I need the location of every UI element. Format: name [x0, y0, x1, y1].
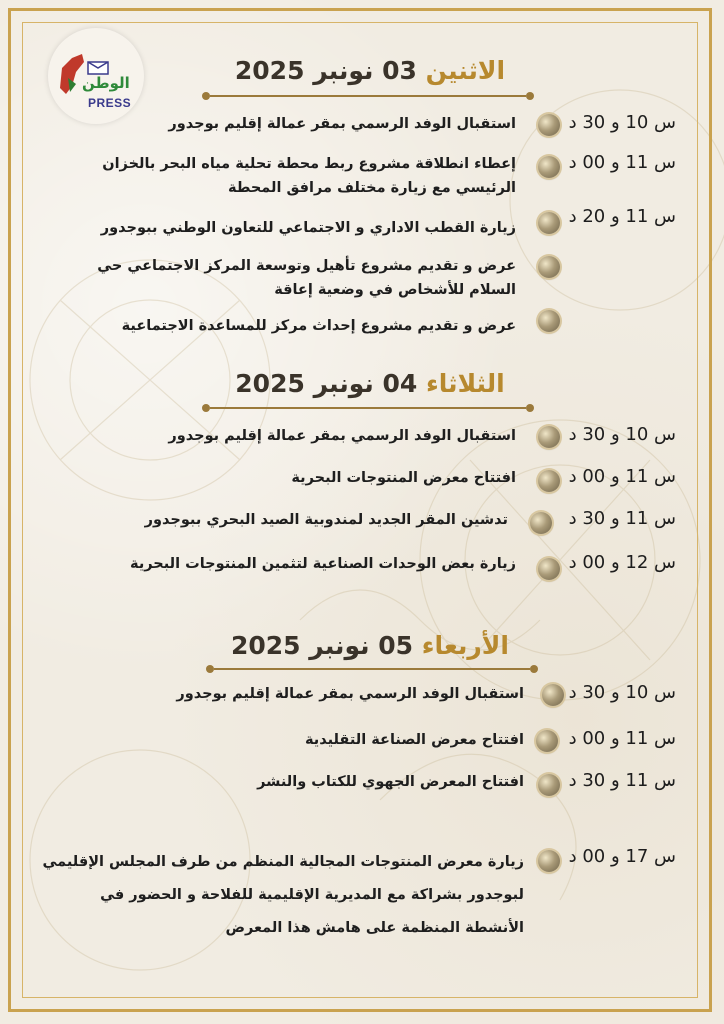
time-label: س 11 و 20 د	[568, 206, 676, 227]
bullet-icon	[538, 558, 560, 580]
item-text: استقبال الوفد الرسمي بمقر عمالة إقليم بوجدور	[168, 428, 516, 444]
bullet-icon	[538, 426, 560, 448]
divider-ornament	[204, 662, 540, 676]
item-text: افتتاح معرض الصناعة التقليدية	[304, 732, 524, 748]
time-label: س 17 و 00 د	[568, 846, 676, 867]
schedule-row	[40, 770, 676, 810]
bullet-icon	[538, 114, 560, 136]
divider-ornament	[200, 401, 536, 415]
alwatan-press-logo	[48, 28, 144, 124]
time-label: س 11 و 00 د	[568, 466, 676, 487]
schedule-row	[40, 552, 676, 592]
schedule-row	[40, 846, 676, 956]
bullet-icon	[538, 310, 560, 332]
item-text: عرض و تقديم مشروع إحداث مركز للمساعدة الاجتماعية	[121, 318, 516, 334]
day-title-monday	[180, 56, 560, 85]
bullet-icon	[530, 512, 552, 534]
schedule-row	[40, 112, 676, 152]
schedule-row	[40, 728, 676, 768]
day-date: 03 نونبر 2025	[234, 56, 417, 85]
time-label: س 10 و 30 د	[568, 112, 676, 133]
bullet-icon	[538, 256, 560, 278]
bullet-icon	[538, 850, 560, 872]
time-label: س 11 و 00 د	[568, 728, 676, 749]
schedule-row	[40, 310, 676, 350]
day-date: 05 نونبر 2025	[231, 631, 414, 660]
schedule-row	[40, 254, 676, 310]
item-text: إعطاء انطلاقة مشروع ربط محطة تحلية مياه البحر بالخزان الرئيسي مع زيارة مختلف مرافق المحطة	[102, 156, 516, 196]
bullet-icon	[538, 470, 560, 492]
item-text: افتتاح معرض المنتوجات البحرية	[291, 470, 516, 486]
day-name: الأربعاء	[421, 631, 509, 660]
schedule-row	[40, 682, 676, 722]
day-title-wednesday	[180, 631, 560, 660]
bullet-icon	[538, 156, 560, 178]
item-text: استقبال الوفد الرسمي بمقر عمالة إقليم بوجدور	[176, 686, 524, 702]
day-name: الثلاثاء	[426, 369, 505, 398]
item-text: زيارة القطب الاداري و الاجتماعي للتعاون الوطني ببوجدور	[100, 220, 516, 236]
time-label: س 11 و 00 د	[568, 152, 676, 173]
schedule-row	[40, 152, 676, 212]
bullet-icon	[538, 774, 560, 796]
divider-ornament	[200, 89, 536, 103]
time-label: س 10 و 30 د	[568, 424, 676, 445]
bullet-icon	[536, 730, 558, 752]
logo-press-text: PRESS	[88, 96, 132, 110]
bullet-icon	[542, 684, 564, 706]
time-label: س 11 و 30 د	[568, 770, 676, 791]
item-text: افتتاح المعرض الجهوي للكتاب والنشر	[257, 774, 524, 790]
time-label: س 12 و 00 د	[568, 552, 676, 573]
day-title-tuesday	[180, 369, 560, 398]
schedule-row	[40, 424, 676, 464]
day-name: الاثنين	[425, 56, 506, 85]
bullet-icon	[538, 212, 560, 234]
day-date: 04 نونبر 2025	[235, 369, 418, 398]
schedule-row	[40, 206, 676, 246]
logo-arabic-text: الوطن	[82, 74, 130, 92]
schedule-row	[40, 508, 676, 548]
schedule-row	[40, 466, 676, 506]
time-label: س 11 و 30 د	[568, 508, 676, 529]
item-text: تدشين المقر الجديد لمندوبية الصيد البحري ببوجدور	[144, 512, 508, 528]
item-text: عرض و تقديم مشروع تأهيل وتوسعة المركز الاجتماعي حي السلام للأشخاص في وضعية إعاقة	[97, 258, 516, 298]
item-text: زيارة بعض الوحدات الصناعية لتثمين المنتوجات البحرية	[130, 556, 516, 572]
item-text: استقبال الوفد الرسمي بمقر عمالة إقليم بوجدور	[168, 116, 516, 132]
item-text: زيارة معرض المنتوجات المجالية المنظم من طرف المجلس الإقليمي لبوجدور بشراكة مع المديرية الإقليمية للفلاحة و الحضور في الأنشطة المنظمة على هامش هذا المعرض	[42, 854, 524, 936]
time-label: س 10 و 30 د	[568, 682, 676, 703]
